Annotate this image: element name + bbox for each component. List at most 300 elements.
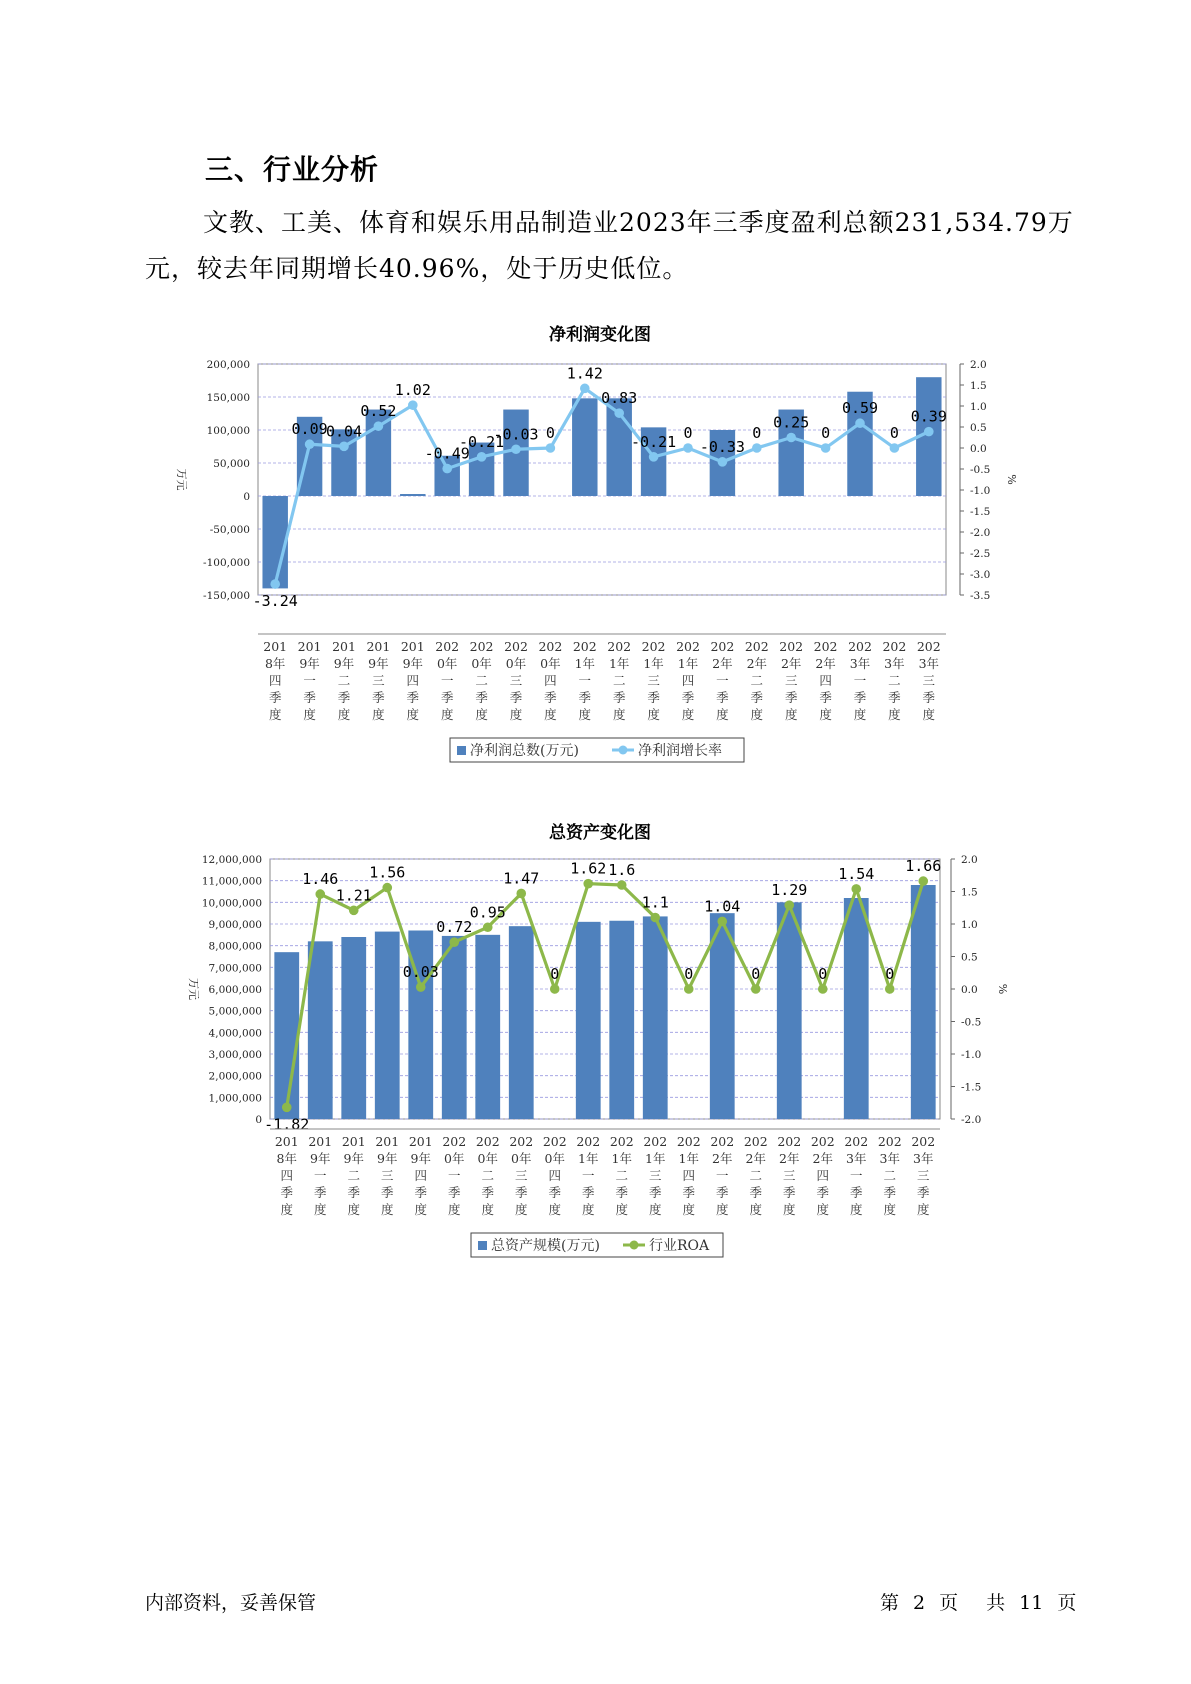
x-tick-label: 202 bbox=[779, 639, 804, 654]
x-tick-label: 201 bbox=[263, 639, 288, 654]
x-tick-label: 度 bbox=[615, 1202, 629, 1217]
x-tick-label: 一 bbox=[853, 673, 867, 688]
x-tick-label: 度 bbox=[612, 707, 626, 722]
x-tick-label: 度 bbox=[475, 707, 488, 722]
x-tick-label: 三 bbox=[647, 673, 660, 688]
line-point bbox=[650, 913, 660, 923]
x-tick-label: 202 bbox=[877, 1134, 902, 1149]
data-label: 1.46 bbox=[302, 870, 339, 889]
y-left-tick-label: 8,000,000 bbox=[208, 940, 262, 953]
x-tick-label: 二 bbox=[481, 1168, 495, 1183]
x-tick-label: 度 bbox=[280, 1202, 294, 1217]
x-tick-label: 202 bbox=[743, 1134, 768, 1149]
data-label: 1.54 bbox=[838, 864, 875, 883]
x-tick-label: 度 bbox=[749, 1202, 763, 1217]
x-tick-label: 度 bbox=[347, 1202, 361, 1217]
legend-line-marker bbox=[630, 1241, 639, 1250]
y-right-tick-label: -2.0 bbox=[970, 527, 991, 539]
y-right-tick-label: -2.0 bbox=[961, 1114, 982, 1126]
x-tick-label: 202 bbox=[848, 639, 872, 654]
x-tick-label: 8年 bbox=[264, 656, 286, 671]
data-label: 0 bbox=[885, 965, 895, 983]
data-label: 1.02 bbox=[394, 381, 431, 400]
data-label: 0.83 bbox=[601, 389, 638, 408]
y-left-axis-title: 万元 bbox=[175, 468, 188, 491]
legend-bar-label: 净利润总数(万元) bbox=[470, 743, 579, 759]
x-tick-label: 二 bbox=[475, 673, 488, 688]
x-tick-label: 度 bbox=[681, 707, 695, 722]
bar bbox=[710, 913, 735, 1119]
x-tick-label: 2年 bbox=[745, 1151, 766, 1166]
x-tick-label: 四 bbox=[682, 1168, 696, 1183]
x-tick-label: 季 bbox=[581, 1185, 595, 1200]
x-tick-label: 度 bbox=[647, 707, 660, 722]
x-tick-label: 201 bbox=[341, 1134, 366, 1149]
x-tick-label: 202 bbox=[916, 639, 941, 654]
x-tick-label: 1年 bbox=[645, 1151, 666, 1166]
y-right-tick-label: 0.5 bbox=[961, 951, 978, 964]
x-tick-label: 度 bbox=[888, 707, 901, 722]
x-tick-label: 0年 bbox=[444, 1151, 465, 1166]
data-label: 0 bbox=[752, 424, 762, 442]
x-tick-label: 季 bbox=[715, 1185, 729, 1200]
y-left-tick-label: -50,000 bbox=[209, 524, 250, 536]
x-tick-label: 度 bbox=[380, 1202, 394, 1217]
y-right-tick-label: -2.5 bbox=[970, 548, 991, 560]
line-point bbox=[751, 984, 761, 994]
line-point bbox=[349, 906, 359, 916]
footer-page-num: 2 bbox=[913, 1592, 926, 1614]
y-left-tick-label: 100,000 bbox=[206, 425, 250, 437]
x-tick-label: 202 bbox=[810, 1134, 835, 1149]
x-tick-label: 二 bbox=[749, 1168, 763, 1183]
x-tick-label: 度 bbox=[303, 707, 316, 722]
x-tick-label: 度 bbox=[883, 1202, 897, 1217]
line-point bbox=[885, 984, 895, 994]
y-right-tick-label: 2.0 bbox=[970, 359, 987, 371]
x-tick-label: 202 bbox=[777, 1134, 802, 1149]
x-tick-label: 2年 bbox=[779, 1151, 800, 1166]
x-tick-label: 202 bbox=[911, 1134, 936, 1149]
data-label: 0 bbox=[550, 965, 560, 983]
x-tick-label: 202 bbox=[676, 1134, 701, 1149]
x-tick-label: 度 bbox=[406, 707, 420, 722]
y-left-tick-label: 10,000,000 bbox=[201, 897, 262, 910]
footer-page-number bbox=[880, 1588, 1076, 1615]
x-tick-label: 二 bbox=[337, 673, 351, 688]
bar bbox=[442, 936, 467, 1119]
line-point bbox=[784, 900, 794, 910]
x-tick-label: 一 bbox=[849, 1168, 863, 1183]
y-left-tick-label: 12,000,000 bbox=[201, 854, 262, 866]
x-tick-label: 度 bbox=[782, 1202, 796, 1217]
x-tick-label: 202 bbox=[641, 639, 666, 654]
x-tick-label: 2年 bbox=[812, 1151, 833, 1166]
y-left-tick-label: 50,000 bbox=[213, 458, 250, 470]
x-tick-label: 季 bbox=[749, 1185, 763, 1200]
x-tick-label: 四 bbox=[414, 1168, 428, 1183]
x-tick-label: 度 bbox=[715, 1202, 729, 1217]
x-tick-label: 四 bbox=[819, 673, 832, 688]
x-tick-label: 度 bbox=[337, 707, 351, 722]
x-tick-label: 季 bbox=[888, 690, 901, 705]
x-tick-label: 8年 bbox=[276, 1151, 297, 1166]
x-tick-label: 度 bbox=[922, 707, 936, 722]
x-tick-label: 二 bbox=[612, 673, 626, 688]
x-tick-label: 季 bbox=[648, 1185, 662, 1200]
y-left-tick-label: 0 bbox=[255, 1114, 262, 1126]
y-left-tick-label: 1,000,000 bbox=[208, 1092, 262, 1105]
bar bbox=[777, 902, 802, 1119]
x-tick-label: 一 bbox=[303, 673, 316, 688]
footer-total-num: 11 bbox=[1019, 1592, 1044, 1614]
x-tick-label: 2年 bbox=[780, 656, 802, 671]
y-left-tick-label: 3,000,000 bbox=[208, 1049, 262, 1061]
x-tick-label: 202 bbox=[643, 1134, 668, 1149]
x-tick-label: 度 bbox=[313, 1202, 327, 1217]
line-point bbox=[416, 982, 426, 992]
data-label: 1.21 bbox=[335, 886, 372, 905]
line-point bbox=[516, 889, 526, 899]
data-label: 1.62 bbox=[570, 859, 607, 878]
x-tick-label: 季 bbox=[819, 690, 832, 705]
y-left-tick-label: 11,000,000 bbox=[201, 875, 262, 888]
x-tick-label: 度 bbox=[509, 707, 523, 722]
footer-confidential: 内部资料，妥善保管 bbox=[145, 1592, 317, 1614]
x-tick-label: 季 bbox=[615, 1185, 629, 1200]
x-tick-label: 三 bbox=[380, 1168, 394, 1183]
x-tick-label: 202 bbox=[504, 639, 528, 654]
x-tick-label: 三 bbox=[782, 1168, 796, 1183]
data-label: -0.49 bbox=[424, 444, 470, 463]
y-left-tick-label: 9,000,000 bbox=[208, 919, 262, 931]
line-point bbox=[483, 922, 493, 932]
x-tick-label: 202 bbox=[609, 1134, 634, 1149]
x-tick-label: 四 bbox=[280, 1168, 294, 1183]
x-tick-label: 202 bbox=[538, 639, 563, 654]
x-tick-label: 202 bbox=[676, 639, 700, 654]
x-tick-label: 1年 bbox=[643, 656, 664, 671]
x-tick-label: 度 bbox=[816, 1202, 830, 1217]
x-tick-label: 1年 bbox=[678, 1151, 699, 1166]
x-tick-label: 季 bbox=[372, 690, 385, 705]
x-tick-label: 季 bbox=[337, 690, 351, 705]
x-tick-label: 季 bbox=[303, 690, 316, 705]
footer-page-unit: 页 bbox=[939, 1592, 959, 1614]
section-heading: 三、行业分析 bbox=[205, 153, 380, 186]
chart2-title: 总资产变化图 bbox=[549, 823, 651, 843]
x-tick-label: 三 bbox=[916, 1168, 930, 1183]
bar bbox=[911, 885, 936, 1119]
line-point bbox=[684, 984, 694, 994]
data-label: 0.39 bbox=[910, 407, 947, 426]
x-tick-label: 202 bbox=[844, 1134, 869, 1149]
section-paragraph: 文教、工美、体育和娱乐用品制造业2023年三季度盈利总额231,534.79万元，较去年同期增长40.96%，处于历史低位。 bbox=[145, 208, 1074, 283]
x-tick-label: 度 bbox=[372, 707, 385, 722]
line-point bbox=[550, 984, 560, 994]
x-tick-label: 0年 bbox=[544, 1151, 565, 1166]
x-tick-label: 一 bbox=[715, 1168, 729, 1183]
x-tick-label: 度 bbox=[716, 707, 729, 722]
y-left-tick-label: 5,000,000 bbox=[208, 1005, 262, 1018]
bar bbox=[475, 935, 500, 1119]
y-right-tick-label: 0.0 bbox=[961, 984, 978, 996]
x-tick-label: 季 bbox=[916, 1185, 930, 1200]
x-tick-label: 度 bbox=[481, 1202, 495, 1217]
data-label: 0 bbox=[683, 424, 693, 442]
x-tick-label: 一 bbox=[716, 673, 729, 688]
x-tick-label: 3年 bbox=[913, 1151, 934, 1166]
x-tick-label: 季 bbox=[406, 690, 420, 705]
data-label: 0.59 bbox=[841, 399, 879, 418]
line-point bbox=[282, 1103, 292, 1113]
line-point bbox=[717, 917, 727, 927]
x-tick-label: 9年 bbox=[402, 656, 424, 671]
x-tick-label: 度 bbox=[447, 1202, 461, 1217]
x-tick-label: 1年 bbox=[574, 656, 596, 671]
data-label: 0 bbox=[821, 424, 831, 442]
x-tick-label: 度 bbox=[849, 1202, 863, 1217]
x-tick-label: 度 bbox=[853, 707, 867, 722]
x-tick-label: 季 bbox=[682, 1185, 696, 1200]
x-tick-label: 四 bbox=[406, 673, 420, 688]
y-right-tick-label: 0.0 bbox=[970, 443, 987, 455]
x-tick-label: 202 bbox=[542, 1134, 567, 1149]
data-label: 1.1 bbox=[641, 893, 669, 912]
data-label: 1.6 bbox=[608, 861, 636, 879]
x-tick-label: 季 bbox=[782, 1185, 796, 1200]
x-tick-label: 202 bbox=[607, 639, 632, 654]
x-tick-label: 季 bbox=[750, 690, 764, 705]
bar bbox=[609, 921, 634, 1119]
x-tick-label: 季 bbox=[544, 690, 557, 705]
bar bbox=[375, 932, 400, 1119]
x-tick-label: 9年 bbox=[377, 1151, 398, 1166]
x-tick-label: 一 bbox=[581, 1168, 595, 1183]
x-tick-label: 三 bbox=[372, 673, 385, 688]
x-tick-label: 季 bbox=[578, 690, 592, 705]
x-tick-label: 3年 bbox=[879, 1151, 900, 1166]
x-tick-label: 202 bbox=[475, 1134, 500, 1149]
data-label: 0.25 bbox=[773, 413, 810, 432]
data-label: 1.42 bbox=[566, 364, 603, 383]
data-label: 1.47 bbox=[503, 869, 540, 888]
y-right-tick-label: 1.5 bbox=[970, 380, 987, 392]
data-label: 0.72 bbox=[436, 918, 473, 937]
x-tick-label: 202 bbox=[509, 1134, 534, 1149]
data-label: 0 bbox=[545, 424, 555, 442]
x-tick-label: 三 bbox=[514, 1168, 528, 1183]
data-label: 0.95 bbox=[469, 903, 506, 922]
line-point bbox=[382, 883, 392, 893]
y-left-tick-label: -100,000 bbox=[203, 557, 250, 569]
x-tick-label: 四 bbox=[268, 673, 282, 688]
data-label: 0.09 bbox=[291, 420, 328, 439]
x-tick-label: 季 bbox=[514, 1185, 528, 1200]
bar bbox=[844, 898, 869, 1119]
bar bbox=[308, 941, 333, 1119]
legend-line-label: 行业ROA bbox=[649, 1238, 710, 1254]
x-tick-label: 二 bbox=[347, 1168, 361, 1183]
x-tick-label: 季 bbox=[414, 1185, 428, 1200]
y-left-axis-title: 万元 bbox=[187, 978, 200, 1000]
x-tick-label: 度 bbox=[682, 1202, 696, 1217]
bar bbox=[341, 937, 366, 1119]
x-tick-label: 一 bbox=[578, 673, 592, 688]
x-tick-label: 度 bbox=[514, 1202, 528, 1217]
x-tick-label: 0年 bbox=[477, 1151, 498, 1166]
data-label: 0.52 bbox=[360, 402, 397, 421]
y-right-tick-label: -1.0 bbox=[961, 1049, 982, 1061]
x-tick-label: 季 bbox=[380, 1185, 394, 1200]
footer-total-prefix: 共 bbox=[986, 1592, 1006, 1614]
x-tick-label: 度 bbox=[784, 707, 798, 722]
x-tick-label: 度 bbox=[440, 707, 454, 722]
x-tick-label: 3年 bbox=[884, 656, 905, 671]
data-label: -0.21 bbox=[631, 432, 677, 451]
y-left-tick-label: 2,000,000 bbox=[208, 1070, 262, 1083]
x-tick-label: 度 bbox=[548, 1202, 562, 1217]
x-tick-label: 四 bbox=[816, 1168, 830, 1183]
data-label: -0.33 bbox=[699, 437, 745, 456]
y-left-tick-label: 200,000 bbox=[206, 359, 250, 371]
footer-total-unit: 页 bbox=[1057, 1592, 1077, 1614]
x-tick-label: 季 bbox=[883, 1185, 897, 1200]
x-tick-label: 202 bbox=[710, 639, 735, 654]
x-tick-label: 0年 bbox=[505, 656, 527, 671]
data-label: 1.56 bbox=[369, 863, 406, 882]
line-point bbox=[918, 876, 928, 886]
data-label: 0 bbox=[818, 965, 828, 983]
x-tick-label: 一 bbox=[313, 1168, 327, 1183]
legend-bar-swatch bbox=[478, 1241, 487, 1250]
x-tick-label: 度 bbox=[916, 1202, 930, 1217]
x-tick-label: 9年 bbox=[368, 656, 389, 671]
y-right-tick-label: -1.0 bbox=[970, 485, 991, 497]
bar bbox=[274, 952, 299, 1119]
x-tick-label: 201 bbox=[375, 1134, 400, 1149]
data-label: 0.03 bbox=[402, 963, 439, 982]
data-label: 0 bbox=[889, 424, 899, 442]
y-left-tick-label: 150,000 bbox=[206, 392, 250, 404]
bar bbox=[643, 916, 668, 1119]
x-tick-label: 2年 bbox=[712, 1151, 733, 1166]
x-tick-label: 202 bbox=[744, 639, 769, 654]
x-tick-label: 9年 bbox=[299, 656, 320, 671]
x-tick-label: 季 bbox=[280, 1185, 294, 1200]
x-tick-label: 201 bbox=[400, 639, 425, 654]
x-tick-label: 201 bbox=[308, 1134, 333, 1149]
x-tick-label: 9年 bbox=[343, 1151, 364, 1166]
legend-line-label: 净利润增长率 bbox=[638, 743, 722, 759]
y-right-tick-label: -0.5 bbox=[970, 464, 991, 476]
x-tick-label: 202 bbox=[435, 639, 460, 654]
x-tick-label: 201 bbox=[274, 1134, 299, 1149]
x-tick-label: 1年 bbox=[677, 656, 699, 671]
x-tick-label: 三 bbox=[509, 673, 523, 688]
x-tick-label: 季 bbox=[849, 1185, 863, 1200]
y-right-axis-title: % bbox=[1005, 474, 1018, 485]
data-label: -0.03 bbox=[493, 425, 539, 444]
x-tick-label: 0年 bbox=[540, 656, 561, 671]
y-right-tick-label: 0.5 bbox=[970, 422, 987, 434]
x-tick-label: 1年 bbox=[608, 656, 630, 671]
data-label: -0.21 bbox=[459, 432, 505, 451]
x-tick-label: 202 bbox=[813, 639, 838, 654]
line-point bbox=[818, 984, 828, 994]
x-tick-label: 3年 bbox=[918, 656, 940, 671]
x-tick-label: 二 bbox=[888, 673, 901, 688]
x-tick-label: 201 bbox=[332, 639, 356, 654]
x-tick-label: 三 bbox=[784, 673, 798, 688]
x-tick-label: 一 bbox=[447, 1168, 461, 1183]
x-tick-label: 9年 bbox=[333, 656, 355, 671]
x-tick-label: 季 bbox=[716, 690, 729, 705]
x-tick-label: 度 bbox=[544, 707, 557, 722]
legend-bar-label: 总资产规模(万元) bbox=[491, 1238, 600, 1254]
x-tick-label: 度 bbox=[648, 1202, 662, 1217]
y-right-tick-label: 1.0 bbox=[970, 401, 987, 413]
y-left-tick-label: 4,000,000 bbox=[208, 1027, 262, 1040]
x-tick-label: 9年 bbox=[310, 1151, 331, 1166]
data-label: 1.29 bbox=[771, 881, 808, 900]
x-tick-label: 3年 bbox=[846, 1151, 867, 1166]
line-point bbox=[315, 889, 325, 899]
x-tick-label: 202 bbox=[710, 1134, 735, 1149]
x-tick-label: 季 bbox=[784, 690, 798, 705]
line-point bbox=[583, 879, 593, 889]
data-label: 1.04 bbox=[704, 897, 741, 916]
x-tick-label: 度 bbox=[268, 707, 282, 722]
x-tick-label: 季 bbox=[647, 690, 660, 705]
line-point bbox=[449, 937, 459, 947]
x-tick-label: 四 bbox=[544, 673, 557, 688]
data-label: 1.66 bbox=[905, 857, 942, 876]
chart1-title: 净利润变化图 bbox=[549, 325, 651, 345]
x-tick-label: 季 bbox=[548, 1185, 562, 1200]
x-tick-label: 202 bbox=[469, 639, 494, 654]
x-tick-label: 二 bbox=[750, 673, 764, 688]
x-tick-label: 2年 bbox=[746, 656, 768, 671]
data-label: -3.24 bbox=[252, 592, 298, 611]
x-tick-label: 四 bbox=[681, 673, 695, 688]
x-tick-label: 季 bbox=[475, 690, 488, 705]
y-left-tick-label: 0 bbox=[243, 491, 250, 503]
data-label: -1.82 bbox=[264, 1115, 310, 1134]
data-label: 0.04 bbox=[325, 422, 363, 441]
x-tick-label: 三 bbox=[648, 1168, 662, 1183]
data-label: 0 bbox=[684, 965, 694, 983]
x-tick-label: 季 bbox=[481, 1185, 495, 1200]
y-right-tick-label: 1.0 bbox=[961, 919, 978, 931]
x-tick-label: 度 bbox=[819, 707, 832, 722]
x-tick-label: 一 bbox=[440, 673, 454, 688]
y-right-tick-label: -1.5 bbox=[970, 506, 991, 518]
y-right-tick-label: 2.0 bbox=[961, 854, 978, 866]
x-tick-label: 202 bbox=[442, 1134, 467, 1149]
y-left-tick-label: 7,000,000 bbox=[208, 962, 262, 975]
y-left-tick-label: -150,000 bbox=[203, 590, 250, 602]
x-tick-label: 季 bbox=[816, 1185, 830, 1200]
x-tick-label: 202 bbox=[576, 1134, 601, 1149]
x-tick-label: 1年 bbox=[611, 1151, 632, 1166]
x-tick-label: 二 bbox=[615, 1168, 629, 1183]
x-tick-label: 202 bbox=[882, 639, 907, 654]
x-tick-label: 201 bbox=[366, 639, 391, 654]
x-tick-label: 0年 bbox=[436, 656, 458, 671]
x-tick-label: 2年 bbox=[815, 656, 836, 671]
bar bbox=[509, 926, 534, 1119]
